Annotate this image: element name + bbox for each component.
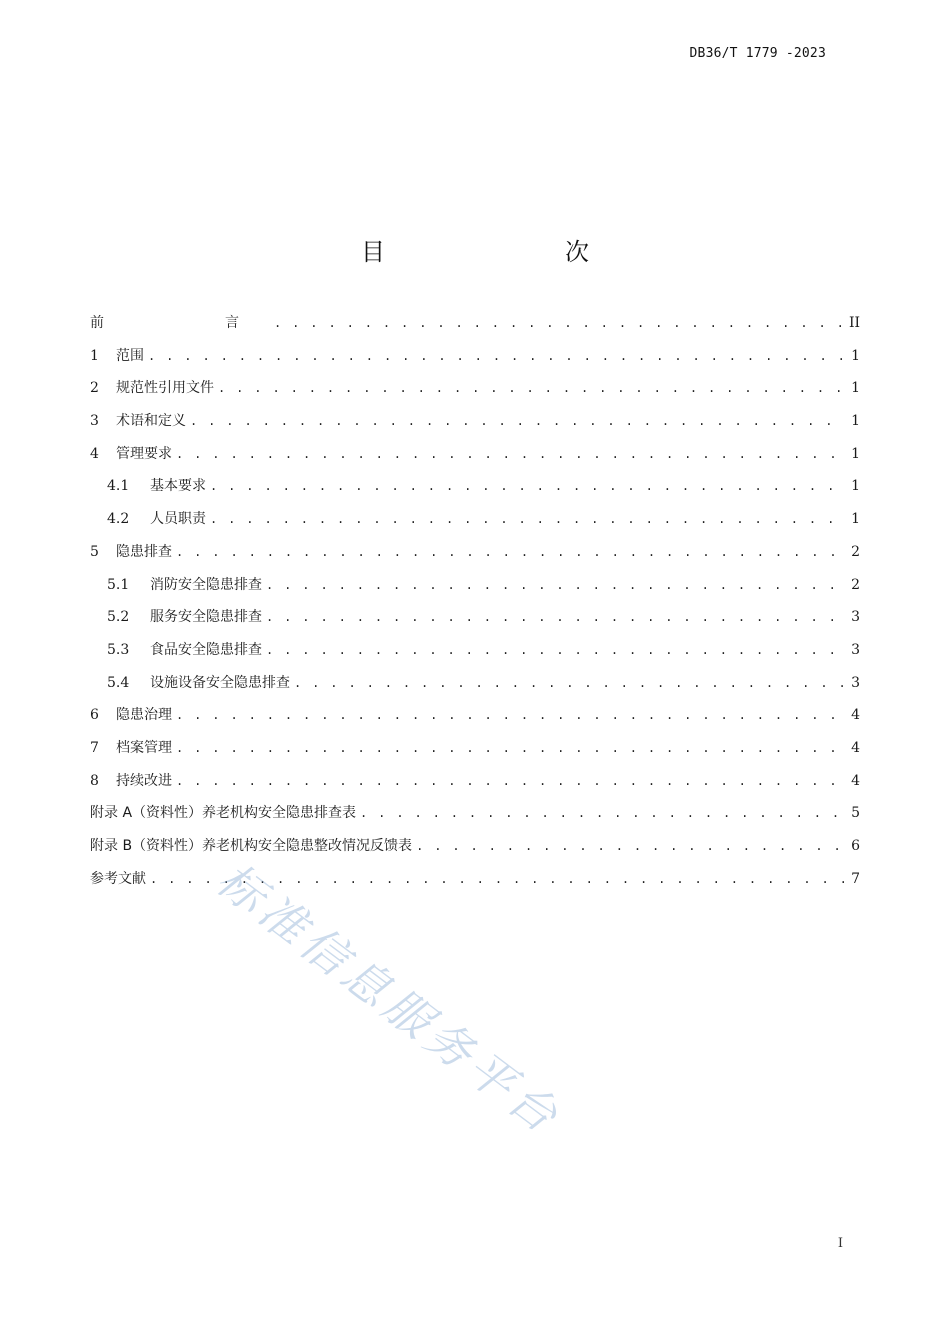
toc-entry-label: 人员职责: [150, 511, 206, 528]
toc-entry-number: 5.3: [107, 641, 130, 658]
toc-entry-page: 7: [851, 870, 860, 887]
watermark: 标准信息服务平台: [207, 852, 572, 1146]
toc-entry-number: 4.1: [107, 478, 130, 495]
toc-leader-dots: [176, 539, 844, 565]
page-title: 目 次: [361, 238, 633, 266]
toc-entry-page: 1: [851, 511, 860, 528]
toc-entry[interactable]: [90, 735, 860, 768]
toc-entry-number: 5: [90, 543, 99, 560]
toc-entry-label: 隐患治理: [116, 707, 172, 724]
toc-leader-dots: [176, 702, 844, 728]
toc-entry-label: 食品安全隐患排查: [150, 641, 262, 658]
toc-entry-page: 5: [851, 805, 860, 822]
toc-entry-page: 3: [851, 641, 860, 658]
table-of-contents: [90, 310, 860, 898]
toc-entry-page: II: [848, 315, 860, 331]
toc-entry-label: 档案管理: [116, 739, 172, 756]
toc-entry[interactable]: [90, 506, 860, 539]
toc-leader-dots: [218, 375, 844, 401]
toc-entry-page: 3: [851, 674, 860, 691]
toc-entry-number: 5.1: [107, 576, 130, 593]
toc-entry-number: 5.2: [107, 609, 130, 626]
toc-entry-page: 6: [851, 838, 860, 854]
toc-entry[interactable]: [90, 572, 860, 605]
toc-entry-number: 1: [90, 347, 99, 364]
toc-entry-label: 附录 A（资料性）养老机构安全隐患排查表: [90, 805, 357, 822]
toc-entry[interactable]: [90, 473, 860, 506]
toc-entry-number: 8: [90, 772, 99, 789]
toc-entry[interactable]: [90, 702, 860, 735]
toc-entry-label: 附录 B（资料性）养老机构安全隐患整改情况反馈表: [90, 838, 413, 854]
toc-entry-page: 3: [851, 609, 860, 626]
toc-entry-label: 设施设备安全隐患排查: [150, 674, 290, 691]
toc-entry-page: 1: [851, 347, 860, 364]
toc-leader-dots: [274, 310, 843, 336]
toc-entry[interactable]: [90, 800, 860, 833]
toc-leader-dots: [210, 506, 844, 532]
toc-entry-page: 1: [851, 380, 860, 397]
toc-entry-label: 隐患排查: [116, 543, 172, 560]
toc-entry-number: 4.2: [107, 511, 130, 528]
toc-entry-page: 2: [851, 576, 860, 593]
toc-leader-dots: [360, 800, 844, 826]
toc-entry[interactable]: [90, 310, 860, 343]
toc-entry-page: 4: [851, 707, 860, 724]
toc-leader-dots: [176, 441, 844, 467]
toc-leader-dots: [294, 670, 844, 696]
toc-entry[interactable]: [90, 375, 860, 408]
toc-entry-label: 管理要求: [116, 445, 172, 462]
page-number: I: [837, 1236, 843, 1251]
toc-entry-label: 前 言: [90, 315, 270, 331]
toc-entry[interactable]: [90, 441, 860, 474]
toc-leader-dots: [210, 473, 844, 499]
toc-leader-dots: [266, 637, 844, 663]
toc-entry[interactable]: [90, 539, 860, 572]
toc-entry-page: 1: [851, 413, 860, 430]
toc-leader-dots: [266, 572, 844, 598]
toc-entry[interactable]: [90, 866, 860, 899]
toc-entry-number: 2: [90, 380, 99, 397]
toc-entry-number: 3: [90, 413, 99, 430]
standard-code: DB36/T 1779 -2023: [689, 46, 826, 61]
toc-entry[interactable]: [90, 637, 860, 670]
toc-entry-page: 1: [851, 478, 860, 495]
toc-leader-dots: [176, 735, 844, 761]
toc-entry-label: 参考文献: [90, 870, 146, 887]
toc-entry[interactable]: [90, 408, 860, 441]
toc-entry-label: 规范性引用文件: [116, 380, 214, 397]
toc-leader-dots: [190, 408, 844, 434]
toc-leader-dots: [266, 604, 844, 630]
toc-entry[interactable]: [90, 604, 860, 637]
toc-entry-label: 消防安全隐患排查: [150, 576, 262, 593]
toc-entry-page: 4: [851, 739, 860, 756]
toc-leader-dots: [176, 768, 844, 794]
toc-entry-label: 持续改进: [116, 772, 172, 789]
toc-entry-page: 4: [851, 772, 860, 789]
toc-entry-number: 7: [90, 739, 99, 756]
toc-entry[interactable]: [90, 670, 860, 703]
toc-entry-page: 2: [851, 543, 860, 560]
toc-entry-label: 范围: [116, 347, 144, 364]
toc-leader-dots: [416, 833, 844, 859]
toc-entry-label: 术语和定义: [116, 413, 186, 430]
toc-entry-number: 4: [90, 445, 99, 462]
toc-entry[interactable]: [90, 343, 860, 376]
toc-entry-number: 6: [90, 707, 99, 724]
toc-entry[interactable]: [90, 833, 860, 866]
toc-leader-dots: [148, 343, 844, 369]
toc-entry[interactable]: [90, 768, 860, 801]
toc-entry-page: 1: [851, 445, 860, 462]
toc-entry-number: 5.4: [107, 674, 130, 691]
toc-leader-dots: [150, 866, 844, 892]
toc-entry-label: 服务安全隐患排查: [150, 609, 262, 626]
toc-entry-label: 基本要求: [150, 478, 206, 495]
